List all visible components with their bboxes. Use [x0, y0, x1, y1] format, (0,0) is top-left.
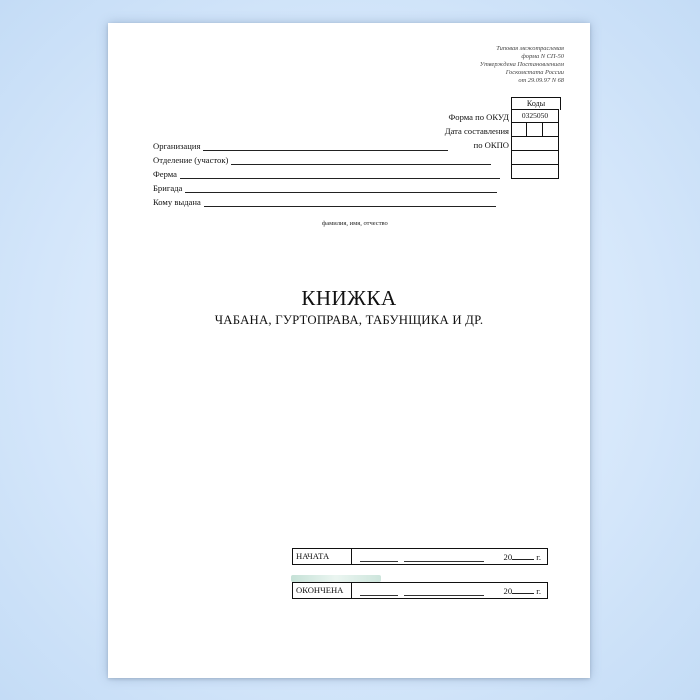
approval-line-4: Госкомстата России [505, 69, 564, 76]
approval-line-2: форма N СП-50 [521, 53, 564, 60]
okpo-label: по ОКПО [473, 140, 509, 150]
approval-line-5: от 29.09.97 N 68 [518, 77, 564, 84]
document-page [108, 23, 590, 678]
approval-stamp [480, 45, 564, 85]
started-year [504, 551, 541, 562]
issued-to-field [153, 197, 496, 207]
started-year-prefix: 20 [503, 552, 513, 562]
finished-month-line[interactable] [404, 595, 484, 596]
organization-field [153, 141, 448, 151]
finished-date-box [292, 582, 548, 599]
document-title: КНИЖКА [301, 286, 397, 310]
brigade-field [153, 183, 497, 193]
farm-line[interactable] [180, 170, 500, 179]
brigade-label: Бригада [153, 183, 183, 193]
codes-box [511, 109, 559, 179]
organization-line[interactable] [203, 142, 448, 151]
started-year-line[interactable] [512, 551, 534, 560]
started-label: НАЧАТА [293, 549, 352, 564]
date-divider [542, 123, 543, 136]
okud-label: Форма по ОКУД [448, 112, 509, 122]
issued-to-line[interactable] [204, 198, 496, 207]
organization-label: Организация [153, 141, 201, 151]
date-label: Дата составления [444, 126, 509, 136]
code-cell-empty [512, 151, 558, 165]
started-date-box [292, 548, 548, 565]
brigade-line[interactable] [185, 184, 497, 193]
codes-header: Коды [511, 97, 561, 110]
approval-line-1: Типовая межотраслевая [496, 45, 564, 52]
started-year-suffix: г. [536, 552, 541, 562]
department-label: Отделение (участок) [153, 155, 229, 165]
finished-day-line[interactable] [360, 595, 398, 596]
finished-year-suffix: г. [536, 586, 541, 596]
fio-caption: фамилия, имя, отчество [322, 220, 388, 227]
finished-label: ОКОНЧЕНА [293, 583, 352, 598]
department-field [153, 155, 491, 165]
farm-field [153, 169, 500, 179]
department-line[interactable] [231, 156, 491, 165]
date-divider [526, 123, 527, 136]
okud-code-cell: 0325050 [512, 110, 558, 123]
code-cell-empty [512, 165, 558, 179]
finished-year-prefix: 20 [503, 586, 513, 596]
farm-label: Ферма [153, 169, 177, 179]
finished-year [504, 585, 541, 596]
document-subtitle: ЧАБАНА, ГУРТОПРАВА, ТАБУНЩИКА И ДР. [214, 313, 484, 327]
started-day-line[interactable] [360, 561, 398, 562]
green-smudge [291, 575, 381, 582]
okpo-code-cell [512, 137, 558, 151]
approval-line-3: Утверждена Постановлением [479, 61, 564, 68]
date-code-cell [512, 123, 558, 137]
started-month-line[interactable] [404, 561, 484, 562]
issued-to-label: Кому выдана [153, 197, 201, 207]
finished-year-line[interactable] [512, 585, 534, 594]
